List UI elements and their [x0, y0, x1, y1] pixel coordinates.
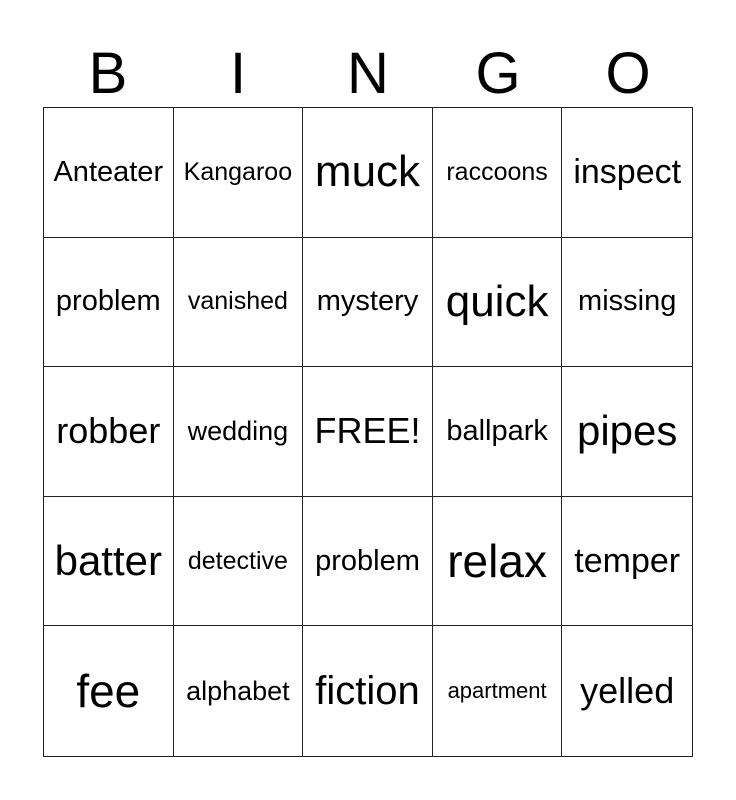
bingo-cell-r4-c5[interactable] — [562, 497, 692, 627]
bingo-header — [43, 40, 693, 108]
bingo-cell-r2-c2[interactable] — [174, 238, 304, 368]
bingo-cell-r5-c2[interactable] — [174, 626, 304, 756]
cell-word: mystery — [316, 285, 419, 318]
cell-word: apartment — [447, 678, 547, 704]
cell-word: alphabet — [186, 675, 290, 706]
bingo-cell-r4-c3[interactable] — [303, 497, 433, 627]
header-letter-n: N — [347, 41, 389, 106]
bingo-cell-r3-c3[interactable] — [303, 367, 433, 497]
bingo-cell-r4-c4[interactable] — [433, 497, 563, 627]
bingo-cell-r1-c3[interactable] — [303, 108, 433, 238]
cell-word: quick — [445, 276, 549, 326]
cell-word: robber — [56, 410, 161, 452]
bingo-cell-r1-c2[interactable] — [174, 108, 304, 238]
cell-word: ballpark — [446, 414, 548, 447]
cell-word: Anteater — [53, 155, 164, 188]
header-letter-b: B — [88, 41, 128, 106]
bingo-cell-r4-c1[interactable] — [44, 497, 174, 627]
bingo-cell-r2-c3[interactable] — [303, 238, 433, 368]
bingo-cell-r3-c2[interactable] — [174, 367, 304, 497]
bingo-cell-r3-c4[interactable] — [433, 367, 563, 497]
bingo-cell-r5-c3[interactable] — [303, 626, 433, 756]
bingo-cell-r3-c1[interactable] — [44, 367, 174, 497]
cell-word: problem — [55, 285, 161, 318]
cell-word: muck — [314, 147, 421, 197]
cell-word: fee — [76, 665, 141, 718]
bingo-cell-r2-c5[interactable] — [562, 238, 692, 368]
bingo-cell-r1-c5[interactable] — [562, 108, 692, 238]
cell-word: batter — [54, 537, 162, 585]
header-letter-i: I — [229, 41, 247, 106]
bingo-cell-r4-c2[interactable] — [174, 497, 304, 627]
cell-word: pipes — [576, 407, 678, 455]
cell-word: inspect — [573, 152, 682, 191]
cell-word: problem — [315, 544, 420, 577]
bingo-cell-r5-c5[interactable] — [562, 626, 692, 756]
cell-word: relax — [447, 535, 547, 588]
header-letter-o: O — [605, 41, 651, 106]
bingo-cell-r2-c1[interactable] — [44, 238, 174, 368]
cell-word: raccoons — [446, 157, 548, 186]
bingo-cell-r1-c1[interactable] — [44, 108, 174, 238]
bingo-cell-r1-c4[interactable] — [433, 108, 563, 238]
cell-word: temper — [574, 541, 681, 580]
cell-word: yelled — [580, 670, 675, 712]
bingo-board — [43, 107, 693, 757]
free-space: FREE! — [314, 410, 421, 452]
cell-word: wedding — [187, 415, 289, 446]
cell-word: vanished — [187, 287, 288, 316]
header-letter-g: G — [475, 41, 521, 106]
cell-word: fiction — [315, 668, 420, 713]
bingo-cell-r5-c1[interactable] — [44, 626, 174, 756]
cell-word: Kangaroo — [183, 157, 293, 186]
cell-word: missing — [578, 285, 677, 318]
bingo-cell-r3-c5[interactable] — [562, 367, 692, 497]
bingo-cell-r5-c4[interactable] — [433, 626, 563, 756]
bingo-cell-r2-c4[interactable] — [433, 238, 563, 368]
cell-word: detective — [187, 546, 288, 575]
